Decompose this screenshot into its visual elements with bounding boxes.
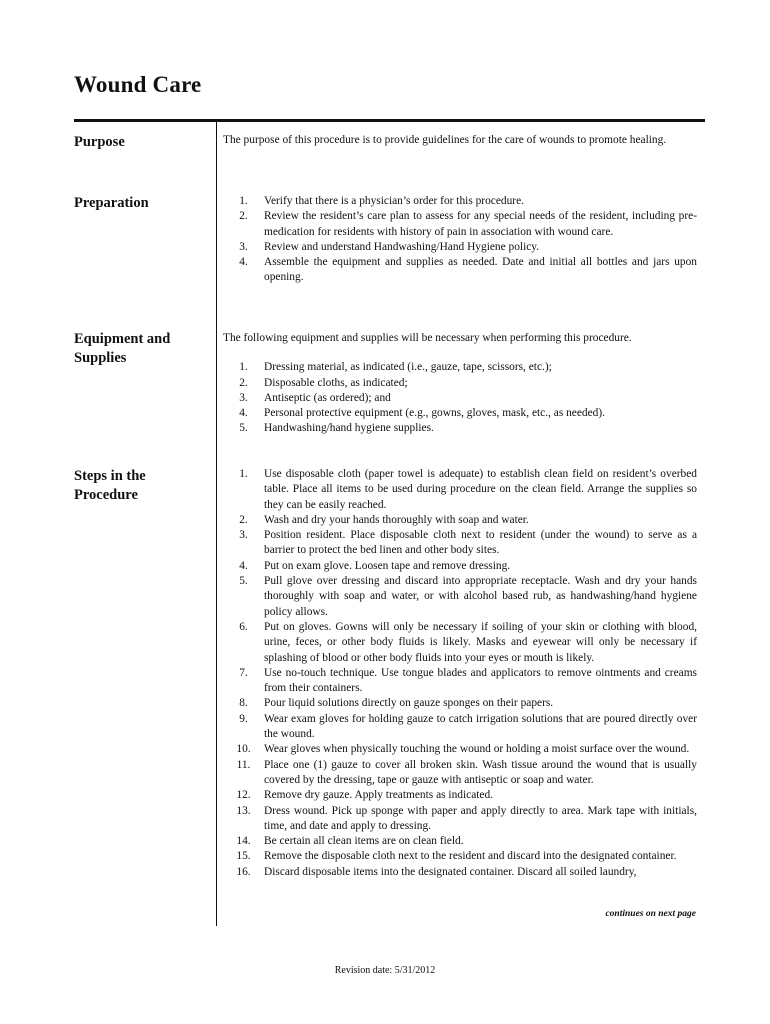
list-item — [223, 421, 697, 436]
list-item-text: Dressing material, as indicated (i.e., gauze, tape, scissors, etc.); — [264, 361, 552, 374]
revision-date: Revision date: 5/31/2012 — [334, 965, 436, 976]
list-item-text: Personal protective equipment (e.g., gowns, gloves, mask, etc., as needed). — [264, 407, 605, 420]
list-item-text: Dress wound. Pick up sponge with paper and apply directly to area. Mark tape with initials, time, and date and apply to dressing. — [264, 804, 697, 832]
equipment-list — [223, 360, 697, 436]
list-item-text: Pull glove over dressing and discard into appropriate receptacle. Wash and dry your hands thoroughly with soap and water, or with alcohol based rub, as handwashing/hand hygiene policy allows. — [264, 575, 697, 618]
list-item — [223, 865, 697, 880]
list-item-number: 1. — [239, 361, 248, 374]
steps-label — [74, 467, 146, 505]
preparation-list — [223, 194, 697, 286]
list-item-number: 2. — [239, 376, 248, 389]
list-item — [223, 849, 697, 864]
list-item-number: 3. — [239, 529, 248, 542]
list-item — [223, 528, 697, 559]
preparation-content — [223, 194, 697, 286]
list-item-text: Handwashing/hand hygiene supplies. — [264, 422, 434, 435]
equipment-content — [223, 331, 697, 437]
list-item — [223, 194, 697, 209]
equipment-intro: The following equipment and supplies will be necessary when performing this procedure. — [223, 332, 632, 344]
list-item-text: Remove dry gauze. Apply treatments as indicated. — [264, 789, 494, 802]
list-item-text: Assemble the equipment and supplies as needed. Date and initial all bottles and jars upon opening. — [264, 256, 697, 284]
list-item-number: 16. — [236, 865, 251, 878]
purpose-content — [223, 133, 697, 148]
list-item-text: Review the resident’s care plan to assess for any special needs of the resident, including pre-medication for residents with history of pain in association with wound care. — [264, 210, 697, 238]
list-item — [223, 574, 697, 620]
list-item-number: 2. — [239, 513, 248, 526]
steps-content — [223, 467, 697, 880]
list-item-text: Remove the disposable cloth next to the resident and discard into the designated container. — [264, 850, 677, 863]
page-title: Wound Care — [74, 72, 202, 97]
list-item-number: 12. — [236, 789, 251, 802]
purpose-text: The purpose of this procedure is to provide guidelines for the care of wounds to promote healing. — [223, 134, 667, 146]
list-item-number: 4. — [239, 407, 248, 420]
list-item — [223, 666, 697, 697]
list-item — [223, 391, 697, 406]
list-item — [223, 255, 697, 286]
list-item-text: Disposable cloths, as indicated; — [264, 376, 408, 389]
list-item — [223, 406, 697, 421]
list-item-number: 14. — [236, 835, 251, 848]
list-item-text: Verify that there is a physician’s order for this procedure. — [264, 195, 524, 207]
list-item-text: Pour liquid solutions directly on gauze sponges on their papers. — [264, 697, 554, 710]
list-item-number: 6. — [239, 620, 248, 633]
list-item-text: Wash and dry your hands thoroughly with soap and water. — [264, 513, 529, 526]
list-item-text: Antiseptic (as ordered); and — [264, 391, 391, 404]
list-item — [223, 240, 697, 255]
steps-label-line2: Procedure — [74, 487, 138, 503]
list-item-number: 5. — [239, 575, 248, 588]
list-item-number: 15. — [236, 850, 251, 863]
purpose-label: Purpose — [74, 134, 125, 150]
list-item-text: Discard disposable items into the designated container. Discard all soiled laundry, — [264, 865, 637, 878]
list-item-number: 9. — [239, 712, 248, 725]
column-divider — [216, 122, 217, 926]
list-item-text: Use no-touch technique. Use tongue blades and applicators to remove ointments and creams from their containers. — [264, 666, 697, 695]
list-item-number: 2. — [239, 210, 248, 223]
list-item-text: Wear exam gloves for holding gauze to catch irrigation solutions that are poured directly over the wound. — [264, 712, 697, 741]
list-item — [223, 804, 697, 835]
list-item — [223, 513, 697, 528]
title-rule — [74, 119, 705, 122]
list-item — [223, 467, 697, 513]
list-item-text: Place one (1) gauze to cover all broken skin. Wash tissue around the wound that is usually covered by the dressing, tape or gauze with antiseptic or soap and water. — [264, 758, 697, 786]
equipment-label — [74, 330, 170, 368]
continues-note: continues on next page — [605, 909, 696, 919]
list-item — [223, 360, 697, 375]
list-item-number: 7. — [239, 666, 248, 679]
list-item-number: 8. — [239, 697, 248, 710]
list-item-text: Put on exam glove. Loosen tape and remove dressing. — [264, 559, 511, 572]
list-item — [223, 742, 697, 757]
list-item — [223, 696, 697, 711]
list-item-text: Put on gloves. Gowns will only be necessary if soiling of your skin or clothing with blood, urine, feces, or other body fluids is likely. Masks and eyewear will only be necessary if splashing of blood or other body fluids into your eyes or mouth is likely. — [264, 620, 697, 664]
equipment-label-line2: Supplies — [74, 350, 127, 366]
list-item-number: 1. — [239, 468, 248, 480]
list-item-number: 4. — [239, 256, 248, 269]
list-item-text: Use disposable cloth (paper towel is adequate) to establish clean field on resident’s overbed table. Place all items to be used during procedure on the clean field. Arrange the supplies so they can be easily reached. — [264, 468, 697, 511]
list-item-number: 1. — [239, 195, 248, 207]
list-item-text: Be certain all clean items are on clean field. — [264, 835, 464, 848]
list-item — [223, 559, 697, 574]
list-item-number: 4. — [239, 559, 248, 572]
list-item-text: Position resident. Place disposable cloth next to resident (under the wound) to serve as a barrier to protect the bed linen and other body sites. — [264, 529, 697, 557]
list-item-number: 13. — [236, 804, 251, 817]
list-item — [223, 620, 697, 666]
preparation-label: Preparation — [74, 195, 149, 211]
list-item — [223, 712, 697, 743]
list-item-number: 11. — [236, 758, 251, 771]
list-item-number: 5. — [239, 422, 248, 435]
list-item-text: Wear gloves when physically touching the wound or holding a moist surface over the wound. — [264, 743, 690, 756]
steps-label-line1: Steps in the — [74, 468, 146, 484]
list-item — [223, 758, 697, 789]
list-item — [223, 834, 697, 849]
list-item-number: 10. — [236, 743, 251, 756]
list-item — [223, 209, 697, 240]
list-item-text: Review and understand Handwashing/Hand Hygiene policy. — [264, 240, 540, 253]
list-item — [223, 376, 697, 391]
equipment-label-line1: Equipment and — [74, 331, 171, 347]
list-item-number: 3. — [239, 240, 248, 253]
list-item — [223, 788, 697, 803]
list-item-number: 3. — [239, 391, 248, 404]
steps-list — [223, 467, 697, 880]
